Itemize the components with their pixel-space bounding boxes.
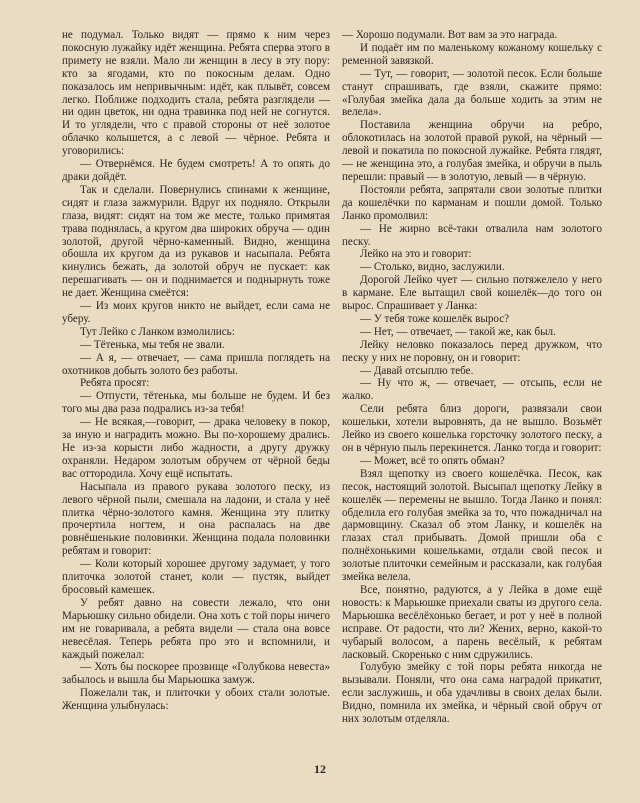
paragraph: Дорогой Лейко чует — сильно потяжелело у него в кармане. Еле вытащил свой кошелёк—до того он вырос. Спрашивает у Ланка: bbox=[342, 274, 602, 313]
paragraph: Насыпала из правого рукава золотого песку, из левого чёрной пыли, смешала на ладони, и стала у неё плитка чёрно-золотого камня. Женщина эту плитку прочертила ногтем, и она распалась на две ровнёшенькие половинки. Женщина подала половинки ребятам и говорит: bbox=[62, 480, 330, 558]
paragraph: Так и сделали. Повернулись спинами к женщине, сидят и глаза зажмурили. Вдруг их подняло. Открыли глаза, видят: сидят на том же месте, только примятая трава поднялась, а кругом два широких обруча — один золотой, другой чёрно-каменный. Видно, женщина обошла их кругом да из рукавов и насыпала. Ребята кинулись бежать, да золотой обруч не пускает: как перешагивать — он и поднимается и поднырнуть тоже не дает. Женщина смеётся: bbox=[62, 183, 330, 300]
paragraph: Все, понятно, радуются, а у Лейка в доме ещё новость: к Марьюшке приехали сваты из другого села. Марьюшка весёлёхонько бегает, и рот у неё в полной исправе. От радости, что ли? Жених, верно, какой-то чубарый волосом, а парень весёлый, к ребятам ласковый. Скоренько с ним сдружились. bbox=[342, 583, 602, 661]
page-number: 12 bbox=[314, 762, 326, 776]
paragraph: Лейко на это и говорит: bbox=[360, 248, 472, 261]
paragraph: Взял щепотку из своего кошелёчка. Песок, как песок, настоящий золотой. Высыпал щепотку Лейку в кошелёк — перемены не вышло. Тогда Ланко и понял: обделила его голубая змейка за то, что пожадничал на дармовщину. Сказал об этом Ланку, и кошелёк на глазах стал прибывать. Домой пришли оба с полнёхонькими кошельками, отдали свой песок и золотые плиточки семейным и рассказали, как голубая змейка велела. bbox=[342, 467, 602, 584]
paragraph: не подумал. Только видят — прямо к ним через покосную лужайку идёт женщина. Ребята сперва этого в примету не взяли. Мало ли женщин в лесу в эту пору: кто за ягодами, кто по покосным делам. Одно показалось им непривычным: идёт, как плывёт, совсем легко. Поближе подходить стала, ребята разглядели — ни один цветок, ни одна травинка под ней не согнутся. И то углядели, что с правой стороны от неё золотое облачко колышется, а с левой — чёрное. Ребята и уговорились: bbox=[62, 29, 330, 158]
paragraph: У ребят давно на совести лежало, что они Марьюшку сильно обидели. Она хоть с той поры ничего им не говаривала, а ребята видели — стала она вовсе невесёлая. Теперь ребята про это и вспомнили, и каждый пожелал: bbox=[62, 596, 330, 661]
paragraph: — Столько, видно, заслужили. bbox=[360, 261, 505, 274]
paragraph: — Нет, — отвечает, — такой же, как был. bbox=[360, 325, 556, 338]
paragraph: Тут Лейко с Ланком взмолились: bbox=[80, 325, 235, 338]
paragraph: — Давай отсыплю тебе. bbox=[360, 364, 474, 377]
paragraph: Ребята просят: bbox=[80, 377, 150, 390]
paragraph: — Хорошо подумали. Вот вам за это награда. bbox=[342, 29, 558, 41]
right-text-column bbox=[342, 29, 602, 726]
paragraph: Постояли ребята, запрятали свои золотые плитки да кошелёчки по карманам и пошли домой. Только Ланко промолвил: bbox=[342, 183, 602, 222]
paragraph: — Не жирно всё-таки отвалила нам золотого песку. bbox=[342, 222, 602, 248]
paragraph: Лейку неловко показалось перед дружком, что песку у них не поровну, он и говорит: bbox=[342, 338, 602, 364]
paragraph: — Тут, — говорит, — золотой песок. Если больше станут спрашивать, где взяли, скажите прямо: «Голубая змейка дала да больше ходить за этим не велела». bbox=[342, 67, 602, 119]
left-text-column bbox=[62, 29, 330, 713]
paragraph: — Из моих кругов никто не выйдет, если сама не уберу. bbox=[62, 300, 330, 325]
paragraph: — Отпусти, тётенька, мы больше не будем. И без того мы два раза подрались из-за тебя! bbox=[62, 390, 330, 416]
paragraph: — Может, всё то опять обман? bbox=[360, 454, 505, 467]
paragraph: И подаёт им по маленькому кожаному кошельку с ременной завязкой. bbox=[342, 41, 602, 67]
paragraph: — У тебя тоже кошелёк вырос? bbox=[360, 312, 510, 325]
paragraph: — Ну что ж, — отвечает, — отсыпь, если не жалко. bbox=[342, 377, 602, 403]
paragraph: Голубую змейку с той поры ребята никогда не вызывали. Поняли, что она сама наградой прикатит, если заслужишь, и оба удачливы в своих делах были. Видно, помнила их змейка, и чёрный свой обруч от них золотым отделяла. bbox=[342, 661, 602, 726]
paragraph: Сели ребята близ дороги, развязали свои кошельки, хотели выровнять, да не вышло. Возьмёт Лейко из своего кошелька горсточку золотого песку, а он в чёрную пыль перекинется. Ланко тогда и говорит: bbox=[342, 403, 602, 454]
paragraph: Пожелали так, и плиточки у обоих стали золотые. Женщина улыбнулась: bbox=[62, 687, 330, 713]
paragraph: Поставила женщина обручи на ребро, облокотилась на золотой правой рукой, на чёрный — левой и покатила по покосной лужайке. Ребята глядят, — не женщина это, а голубая змейка, и обручи в пыль перешли: правый — в золотую, левый — в чёрную. bbox=[342, 119, 602, 183]
paragraph: — А я, — отвечает, — сама пришла поглядеть на охотников добыть золото без работы. bbox=[62, 351, 330, 377]
paragraph: — Не всякая,—говорит, — драка человеку в покор, за иную и наградить можно. Вы по-хорошему дрались. Не из-за корысти либо жадности, а другу дружку охраняли. Недаром золотым обручем от чёрной беды вас оттородила. Хочу ещё испытать. bbox=[62, 416, 330, 480]
paragraph: — Тётенька, мы тебя не звали. bbox=[80, 338, 225, 351]
paragraph: — Отвернёмся. Не будем смотреть! А то опять до драки дойдёт. bbox=[62, 158, 330, 183]
paragraph: — Хоть бы поскорее прозвище «Голубкова невеста» забылось и вышла бы Марьюшка замуж. bbox=[62, 661, 330, 687]
paragraph: — Коли который хорошее другому задумает, у того плиточка золотой станет, коли — пустяк, выйдет бросовый камешек. bbox=[62, 558, 330, 596]
